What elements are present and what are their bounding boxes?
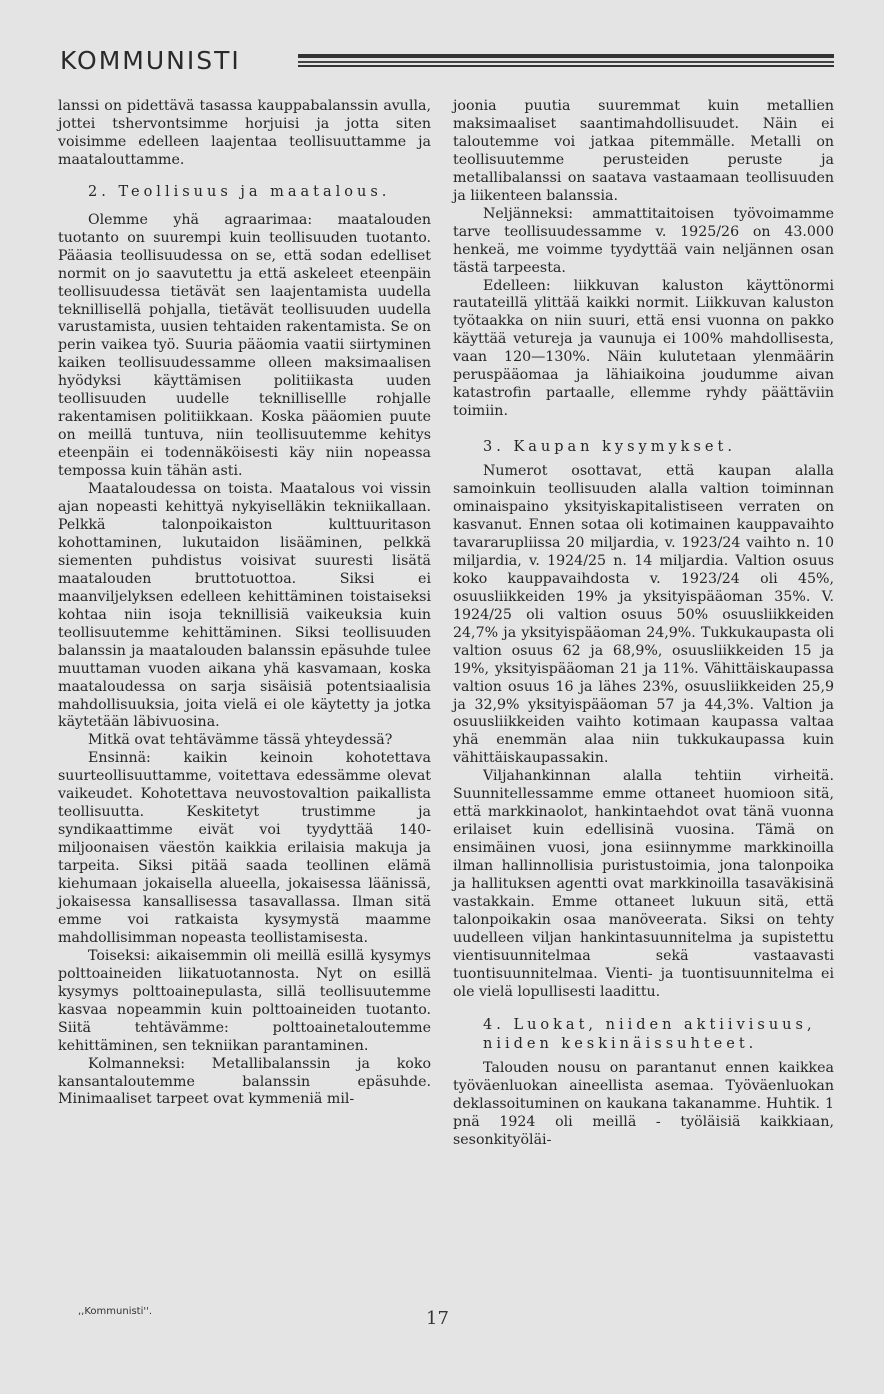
right-column — [453, 98, 834, 1149]
paragraph: joonia puutia suuremmat kuin metallien maksimaaliset saantimahdollisuudet. Näin ei taloutemme voi jatkaa pitemmälle. Metalli on teollisuutemme perusteiden peruste ja metallibalanssi on saatava vastaamaan teollisuuden ja liikenteen balanssia. — [453, 98, 834, 204]
paragraph: Olemme yhä agraarimaa: maatalouden tuotanto on suurempi kuin teollisuuden tuotanto. Pääasia teollisuudessa on se, että sodan edelliset normit on jo saavutettu ja että askeleet eteenpäin teollisuudessa tietävät sen laajentamista uudella teknillisellä pohjalla, tietävät teollisuuden uudella varustamista, uusien tehtaiden rakentamista. Se on perin vaikea työ. Suuria pääomia vaatii siirtyminen kaiken teollisuudessamme olleen maksimaalisen hyödyksi käyttämisen politiikasta uuden teollisuuden uudelle teknillisellle rohjalle rakentamisen politiikkaan. Koska pääomien puute on meillä tuntuva, niin teollisuutemme kehitys eteenpäin ei todennäköisesti käy niin nopeassa tempossa kuin tähän asti. — [58, 211, 431, 480]
section-heading: 2. Teollisuus ja maatalous. — [88, 183, 391, 200]
journal-title: KOMMUNISTI — [60, 46, 241, 75]
paragraph: Ensinnä: kaikin keinoin kohotettava suurteollisuuttamme, voitettava edessämme olevat vaikeudet. Kohotettava neuvostovaltion paikallista teollisuutta. Keskitetyt trustimme ja syndikaattimme eivät voi tyydyttää 140-miljoonaisen väestön kaikkia erilaisia makuja ja tarpeita. Siksi pitää saada teollinen elämä kiehumaan jokaisella alueella, jokaisessa läänissä, jokaisessa kansallisessa tasavallassa. Ilman sitä emme voi ratkaista kysymystä maamme mahdollisimman nopeasta teollistamisesta. — [58, 750, 431, 946]
section-heading: 4. Luokat, niiden aktiivisuus, niiden keskinäissuhteet. — [483, 1016, 816, 1052]
paragraph: Numerot osottavat, että kaupan alalla samoinkuin teollisuuden alalla valtion toiminnan ominaispaino yksityiskapitalistiseen verraten on kasvanut. Ennen sotaa oli kotimainen kauppavaihto tavararupliissa 20 miljardia, v. 1923/24 vaihto n. 10 miljardia, v. 1924/25 n. 14 miljardia. Valtion osuus koko kauppavaihdosta v. 1923/24 oli 45%, osuusliikkeiden 19% ja yksityispääoman 35%. V. 1924/25 oli valtion osuus 50% osuusliikkeiden 24,7% ja yksityispääoman 24,9%. Tukkukaupasta oli valtion osuus 62 ja 68,9%, osuusliikkeiden 15 ja 19%, yksityispääoman 21 ja 11%. Vähittäiskaupassa valtion osuus 16 ja lähes 23%, osuusliikkeiden 25,9 ja 32,9% yksityispääoman 57 ja 44,3%. Valtion ja osuusliikkeiden vaihto kotimaan kaupassa valtaa yhä enemmän alaa niin tukkukaupassa kuin vähittäiskaupassakin. — [453, 463, 834, 767]
paragraph: Viljahankinnan alalla tehtiin virheitä. Suunnitellessamme emme ottaneet huomioon sitä, että markkinaolot, hankintaehdot ovat tänä vuonna erilaiset kuin edellisinä vuosina. Tämä on ensimäinen vuosi, jona esiinnymme markkinoilla ilman hallinnollisia puristustoimia, jona talonpoika ja hallituksen agentti ovat markkinoilla tasaväkisinä vastakkain. Emme ottaneet lukuun sitä, että talonpoikakin osaa manöveerata. Siksi on tehty uudelleen viljan hankintasuunnitelma ja supistettu vientisuunnitelmaa sekä vastaavasti tuontisuunnitelmaa. Vienti- ja tuontisuunnitelma ei ole vielä lopullisesti laadittu. — [453, 768, 834, 1000]
paragraph: Toiseksi: aikaisemmin oli meillä esillä kysymys polttoaineiden liikatuotannosta. Nyt on esillä kysymys polttoainepulasta, sillä teollisuutemme kasvaa nopeammin kuin polttoaineiden tuotanto. Siitä tehtävämme: polttoainetaloutemme kehittäminen, sen tekniikan parantaminen. — [58, 947, 431, 1054]
left-column — [58, 98, 431, 1109]
paragraph: lanssi on pidettävä tasassa kauppabalanssin avulla, jottei tshervontsimme horjuisi ja jotta siten voisimme edelleen laajentaa teollisuuttamme ja maatalouttamme. — [58, 98, 431, 168]
paragraph: Mitkä ovat tehtävämme tässä yhteydessä? — [88, 732, 393, 749]
paragraph: Talouden nousu on parantanut ennen kaikkea työväenluokan aineellista asemaa. Työväenluokan deklassoituminen on kaukana takanamme. Huhtik. 1 pnä 1924 oli meillä - työläisiä kaikkiaan, sesonkityöläi- — [453, 1059, 834, 1148]
section-heading: 3. Kaupan kysymykset. — [483, 439, 736, 456]
paragraph: Maataloudessa on toista. Maatalous voi vissin ajan nopeasti kehittyä nykyiselläkin tekniikallaan. Pelkkä talonpoikaiston kulttuuritason kohottaminen, lukutaidon lisääminen, pelkkä siementen puhdistus voisivat suuresti lisätä maatalouden bruttotuottoa. Siksi ei maanviljelyksen edelleen kehittäminen toistaiseksi kohtaa niin isoja teknillisiä vaikeuksia kuin teollisuutemme kehittäminen. Siksi teollisuuden balanssin ja maatalouden balanssin epäsuhde tulee muuttaman vuoden aikana yhä kasvamaan, koska maataloudessa on sarja sisäisiä potentsiaalisia mahdollisuuksia, joita vielä ei ole käytetty ja jotka käytetään läbivuosina. — [58, 481, 431, 731]
header-rule — [298, 54, 834, 67]
paragraph: Edelleen: liikkuvan kaluston käyttönormi rautateillä ylittää kaikki normit. Liikkuvan kaluston työtaakka on niin suuri, että ensi vuonna on pakko käyttää vetureja ja vaunuja ei 100% mahdollisesta, vaan 120—130%. Näin kulutetaan ylenmäärin peruspääomaa ja lähiaikoina joudumme aivan katastrofin partaalle, ellemme ryhdy päättäviin toimiin. — [453, 277, 834, 420]
paragraph: Kolmanneksi: Metallibalanssin ja koko kansantaloutemme balanssin epäsuhde. Minimaaliset tarpeet ovat kymmeniä mil- — [58, 1055, 431, 1108]
page-number: 17 — [426, 1308, 449, 1329]
footnote: ,,Kommunisti''. — [78, 1306, 153, 1317]
paragraph: Neljänneksi: ammattitaitoisen työvoimamme tarve teollisuudessamme v. 1925/26 on 43.000 henkeä, me voimme tyydyttää vain neljännen osan tästä tarpeesta. — [453, 205, 834, 276]
